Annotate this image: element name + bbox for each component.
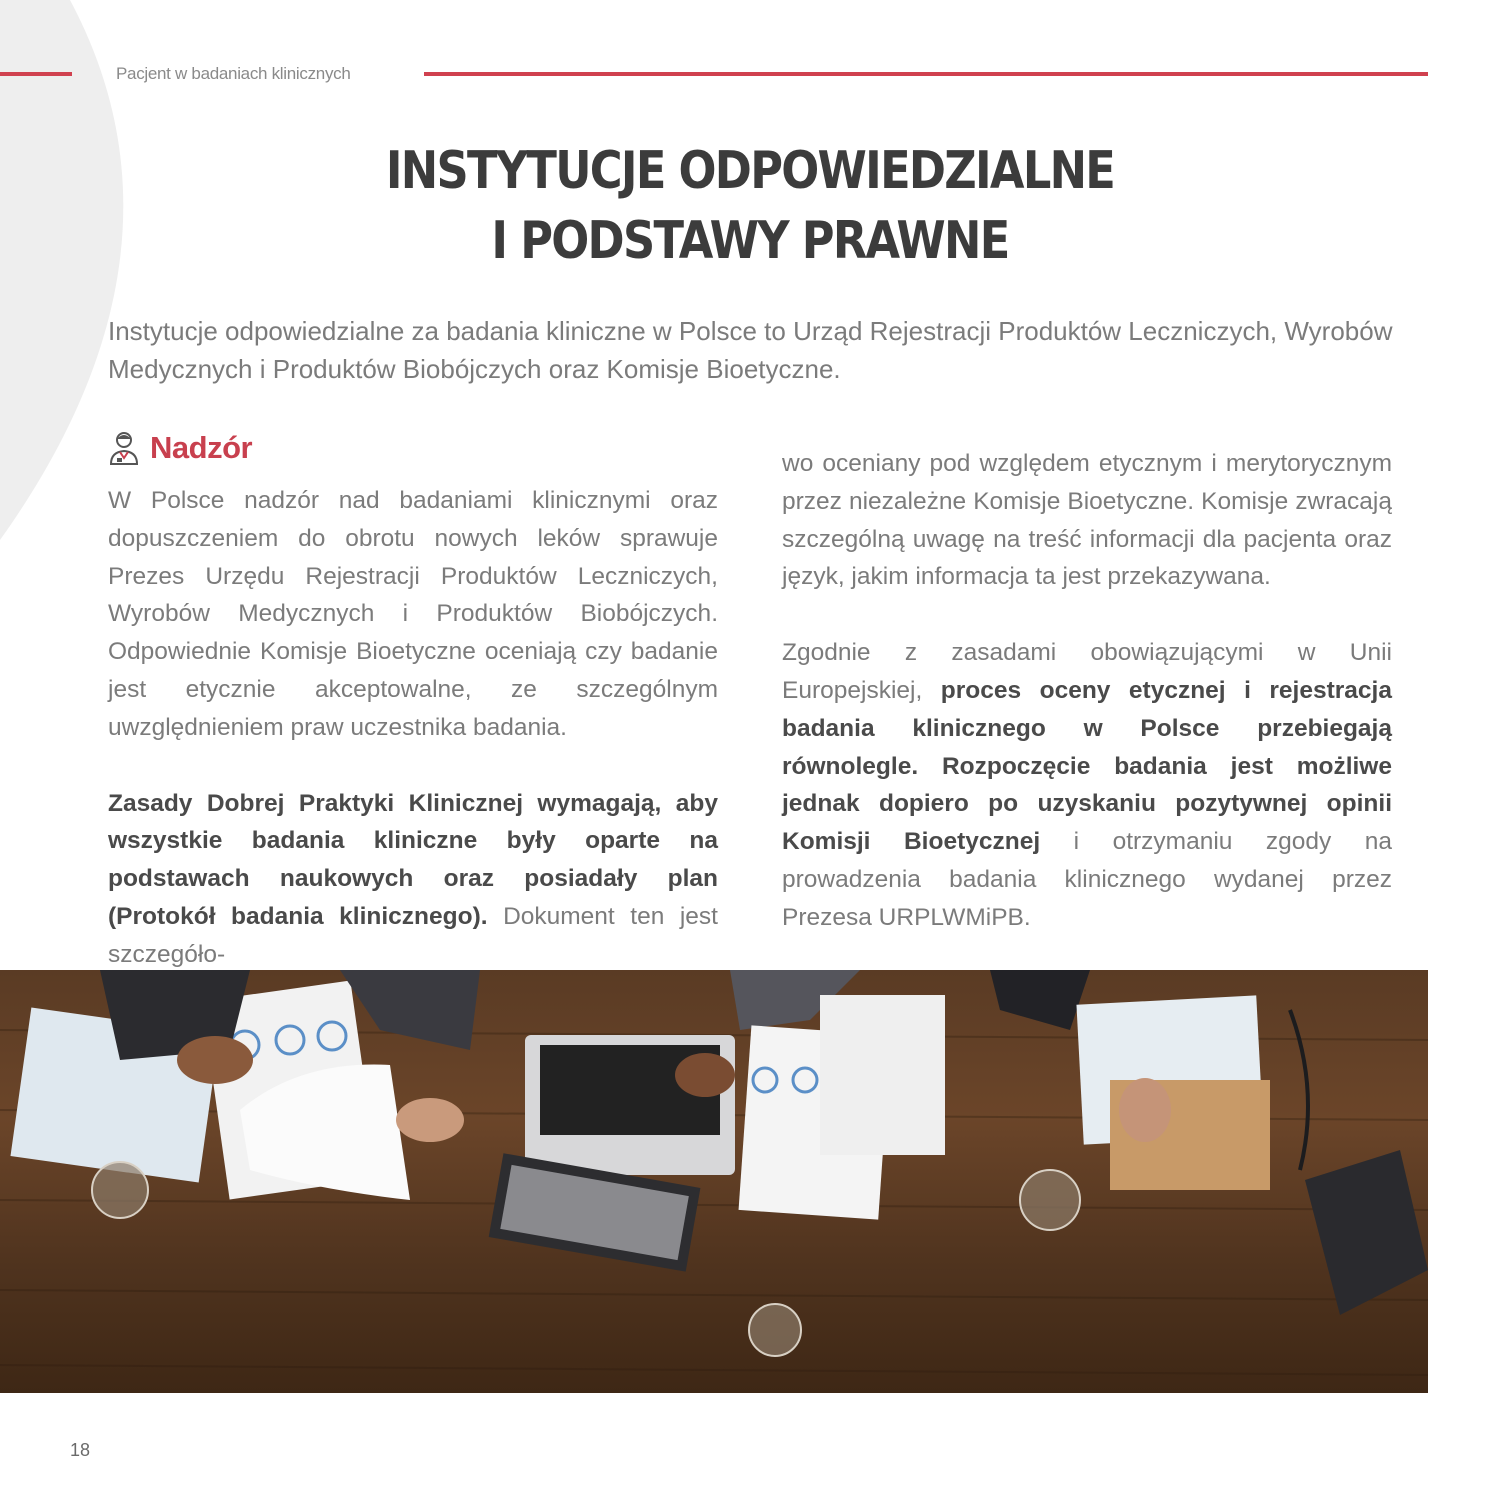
page-title-line-1: INSTYTUCJE ODPOWIEDZIALNE xyxy=(385,141,1115,201)
section-heading-title: Nadzór xyxy=(150,430,253,465)
right-column xyxy=(782,445,1392,937)
header-rule-left xyxy=(0,72,72,76)
right-paragraph-2-start: Zgodnie z zasadami obowiązującymi w Unii Europejskiej, xyxy=(782,639,1392,704)
running-header: Pacjent w badaniach klinicznych xyxy=(116,64,351,83)
intro-paragraph: Instytucje odpowiedzialne za badania kliniczne w Polsce to Urząd Rejestracji Produktów Leczniczych, Wyrobów Medycznych i Produktów Biobójczych oraz Komisje Bioetyczne. xyxy=(108,316,1393,384)
left-paragraph-2 xyxy=(108,785,718,974)
side-decoration-shape xyxy=(0,0,160,560)
page-number: 18 xyxy=(70,1440,91,1460)
left-paragraph-2-rest: Dokument ten jest szczegóło- xyxy=(108,902,718,968)
page-title xyxy=(105,136,1395,276)
doctor-icon xyxy=(108,430,140,466)
header-rule-right xyxy=(424,72,1428,76)
left-column xyxy=(108,482,718,974)
right-paragraph-2-bold: proces oceny etycznej i rejestracja badania klinicznego w Polsce przebiegają równolegle. Rozpoczęcie badania jest możliwe jednak dopiero po uzyskaniu pozytywnej opinii Komisji Bioetycznej xyxy=(782,676,1392,856)
right-paragraph-2 xyxy=(782,634,1392,936)
section-heading xyxy=(108,426,252,470)
left-paragraph-1: W Polsce nadzór nad badaniami klinicznymi oraz dopuszczeniem do obrotu nowych leków sprawuje Prezes Urzędu Rejestracji Produktów Leczniczych, Wyrobów Medycznych i Produktów Biobójczych. Odpowiednie Komisje Bioetyczne oceniają czy badanie jest etycznie akceptowalne, ze szczególnym uwzględnieniem praw uczestnika badania. xyxy=(108,487,718,741)
left-paragraph-2-bold: Zasady Dobrej Praktyki Klinicznej wymagają, aby wszystkie badania kliniczne były oparte na podstawach naukowych oraz posiadały plan (Protokół badania klinicznego). xyxy=(108,789,718,930)
right-paragraph-1: wo oceniany pod względem etycznym i merytorycznym przez niezależne Komisje Bioetyczne. Komisje zwracają szczególną uwagę na treść informacji dla pacjenta oraz język, jakim informacja ta jest przekazywana. xyxy=(782,450,1392,591)
meeting-photo xyxy=(0,970,1428,1393)
right-paragraph-2-end: i otrzymaniu zgody na prowadzenia badania klinicznego wydanej przez Prezesa URPLWMiPB. xyxy=(782,828,1392,931)
page-title-line-2: I PODSTAWY PRAWNE xyxy=(491,211,1009,271)
